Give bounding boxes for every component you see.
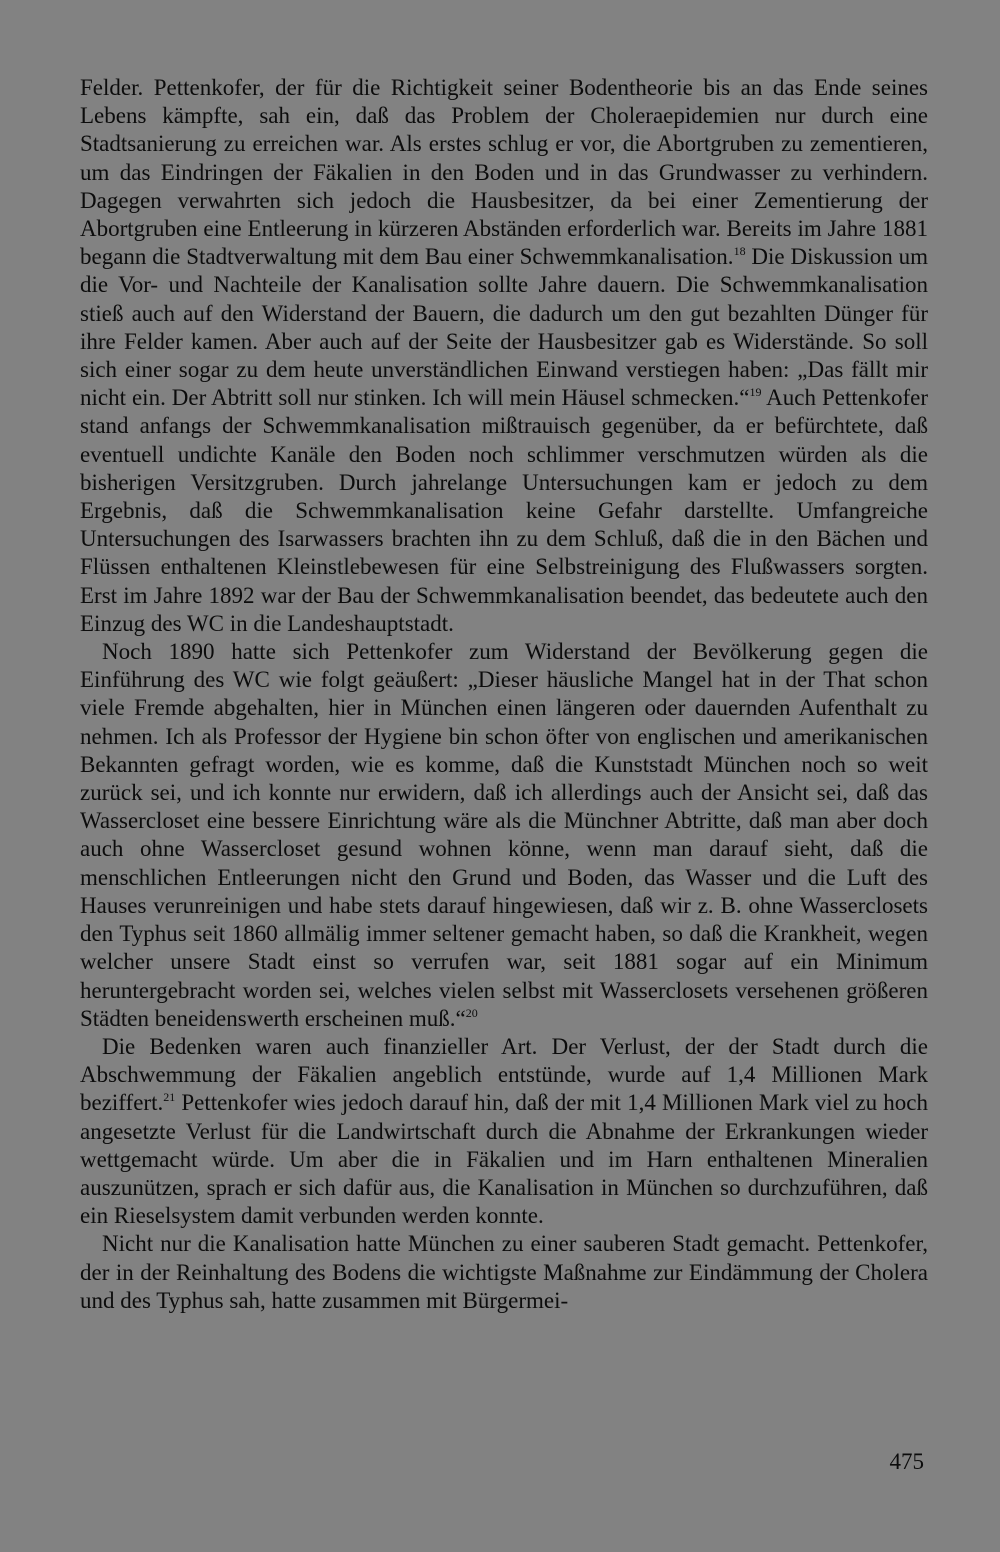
- page-number: 475: [889, 1449, 924, 1474]
- footnote-ref-20: 20: [465, 1005, 478, 1020]
- paragraph-3-text-2: Pettenkofer wies jedoch darauf hin, daß der mit 1,4 Millionen Mark viel zu hoch angesetzte Verlust für die Landwirtschaft durch die Abnahme der Erkrankungen wieder wettgemacht würde. Um aber die in Fäkalien und im Harn enthaltenen Mineralien auszunützen, sprach er sich dafür aus, die Kanalisation in München so durchzuführen, daß ein Rieselsystem damit verbunden werden konnte.: [80, 1090, 928, 1229]
- footnote-ref-21: 21: [163, 1090, 176, 1105]
- paragraph-1-text-1: Felder. Pettenkofer, der für die Richtigkeit seiner Bodentheorie bis an das Ende seines Lebens kämpfte, sah ein, daß das Problem der Choleraepidemien nur durch eine Stadtsanierung zu erreichen war. Als erstes schlug er vor, die Abortgruben zu zementieren, um das Eindringen der Fäkalien in den Boden und in das Grundwasser zu verhindern. Dagegen verwahrten sich jedoch die Hausbesitzer, da bei einer Zementierung der Abortgruben eine Entleerung in kürzeren Abständen erforderlich war. Bereits im Jahre 1881 begann die Stadtverwaltung mit dem Bau einer Schwemmkanalisation.: [80, 75, 928, 270]
- paragraph-1: [80, 74, 928, 638]
- footnote-ref-19: 19: [749, 385, 762, 400]
- paragraph-2: [80, 638, 928, 1033]
- paragraph-1-text-2: Die Diskussion um die Vor- und Nachteile der Kanalisation sollte Jahre dauern. Die Schwemmkanalisation stieß auch auf den Widerstand der Bauern, die dadurch um den gut bezahlten Dünger für ihre Felder kamen. Aber auch auf der Seite der Hausbesitzer gab es Widerstände. So soll sich einer sogar zu dem heute unverständlichen Einwand verstiegen haben: „Das fällt mir nicht ein. Der Abtritt soll nur stinken. Ich will mein Häusel schmecken.“: [80, 244, 928, 411]
- footnote-ref-18: 18: [733, 244, 746, 259]
- paragraph-3-text-1: Die Bedenken waren auch finanzieller Art. Der Verlust, der der Stadt durch die Abschwemmung der Fäkalien angeblich entstünde, wurde auf 1,4 Millionen Mark beziffert.: [80, 1033, 928, 1116]
- paragraph-2-text-1: Noch 1890 hatte sich Pettenkofer zum Widerstand der Bevölkerung gegen die Einführung des WC wie folgt geäußert: „Dieser häusliche Mangel hat in der That schon viele Fremde abgehalten, hier in München einen längeren oder dauernden Aufenthalt zu nehmen. Ich als Professor der Hygiene bin schon öfter von englischen und amerikanischen Bekannten gefragt worden, wie es komme, daß die Kunststadt München noch so weit zurück sei, und ich konnte nur erwidern, daß ich allerdings auch der Ansicht sei, daß das Wassercloset eine bessere Einrichtung wäre als die Münchner Abtritte, daß man aber doch auch ohne Wassercloset gesund wohnen könne, wenn man darauf sieht, daß die menschlichen Entleerungen nicht den Grund und Boden, das Wasser und die Luft des Hauses verunreinigen und habe stets darauf hingewiesen, daß wir z. B. ohne Wasserclosets den Typhus seit 1860 allmälig immer seltener gemacht haben, so daß die Krankheit, wegen welcher unsere Stadt einst so verrufen war, seit 1881 sogar auf ein Minimum heruntergebracht worden sei, welches vielen selbst mit Wasserclosets versehenen größeren Städten beneidenswerth erscheinen muß.“: [80, 639, 928, 1031]
- paragraph-4: [80, 1230, 928, 1315]
- paragraph-1-text-3: Auch Pettenkofer stand anfangs der Schwemmkanalisation mißtrauisch gegenüber, da er befürchtete, daß eventuell undichte Kanäle den Boden noch schlimmer verschmutzen würden als die bisherigen Versitzgruben. Durch jahrelange Untersuchungen kam er jedoch zu dem Ergebnis, daß die Schwemmkanalisation keine Gefahr darstellte. Umfangreiche Untersuchungen des Isarwassers brachten ihn zu dem Schluß, daß die in den Bächen und Flüssen enthaltenen Kleinstlebewesen für eine Selbstreinigung des Flußwassers sorgten. Erst im Jahre 1892 war der Bau der Schwemmkanalisation beendet, das bedeutete auch den Einzug des WC in die Landeshauptstadt.: [80, 385, 928, 636]
- paragraph-4-text-1: Nicht nur die Kanalisation hatte München zu einer sauberen Stadt gemacht. Pettenkofer, der in der Reinhaltung des Bodens die wichtigste Maßnahme zur Eindämmung der Cholera und des Typhus sah, hatte zusammen mit Bürgermei-: [80, 1231, 928, 1313]
- paragraph-3: [80, 1033, 928, 1230]
- page-body: [80, 74, 928, 1315]
